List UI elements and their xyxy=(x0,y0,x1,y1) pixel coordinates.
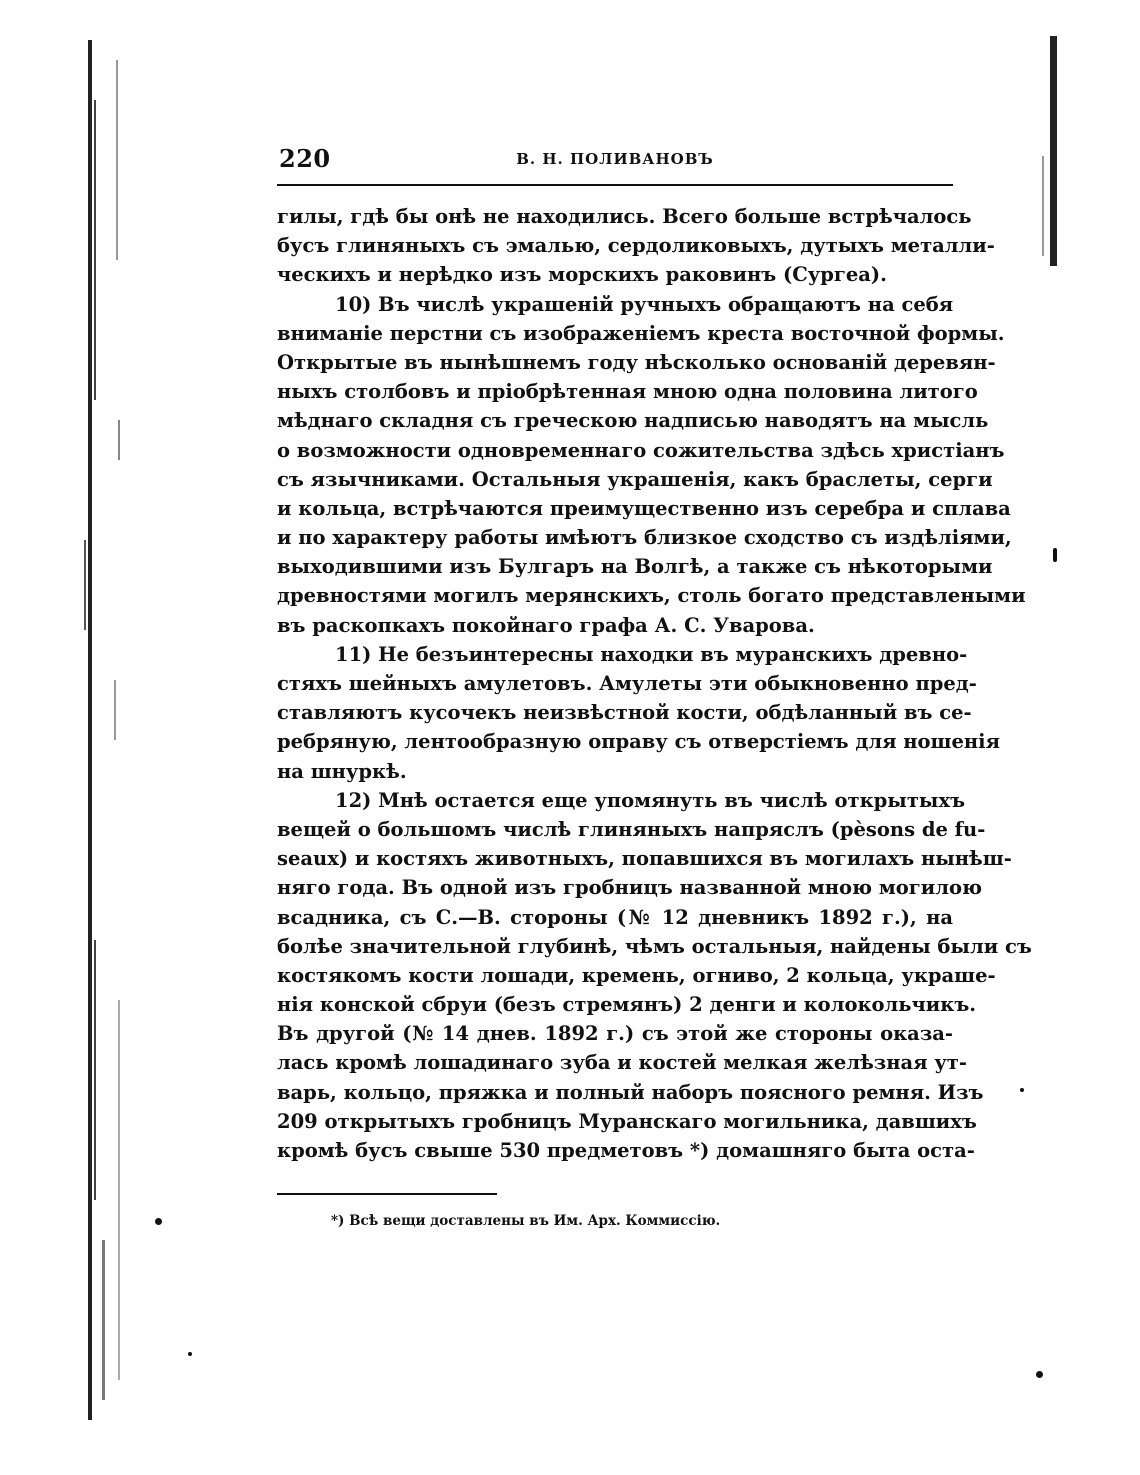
text-line: варь, кольцо, пряжка и полный наборъ поясного ремня. Изъ xyxy=(277,1080,984,1104)
text-line: лась кромѣ лошадинаго зуба и костей мелкая желѣзная ут- xyxy=(277,1051,967,1075)
scan-binding-edge-right xyxy=(1040,36,1062,286)
text-line: вещей о большомъ числѣ глиняныхъ напряслъ (pèsons de fu- xyxy=(277,817,986,841)
text-line: древностями могилъ мерянскихъ, столь богато представлеными xyxy=(277,584,1026,608)
text-line: гилы, гдѣ бы онѣ не находились. Всего больше встрѣчалось xyxy=(277,205,972,228)
text-line: вниманіе перстни съ изображеніемъ креста восточной формы. xyxy=(277,321,1005,345)
text-line: и по характеру работы имѣютъ близкое сходство съ издѣліями, xyxy=(277,526,1012,550)
running-head: В. Н. ПОЛИВАНОВЪ xyxy=(516,150,714,168)
page-number: 220 xyxy=(279,144,331,173)
text-line: ребряную, лентообразную оправу съ отверстіемъ для ношенія xyxy=(277,730,1000,754)
text-line: 12) Мнѣ остается еще упомянуть въ числѣ открытыхъ xyxy=(335,788,966,812)
text-line: Въ другой (№ 14 днев. 1892 г.) съ этой же стороны оказа- xyxy=(277,1022,953,1046)
text-line: выходившими изъ Булгаръ на Волгѣ, а также съ нѣкоторыми xyxy=(277,555,993,579)
scan-binding-edge-left xyxy=(78,40,126,1420)
body-text xyxy=(277,202,1032,1165)
text-line: костякомъ кости лошади, кремень, огниво, 2 кольца, украше- xyxy=(277,963,996,987)
text-line: 209 открытыхъ гробницъ Муранскаго могильника, давшихъ xyxy=(277,1109,977,1133)
text-line: въ раскопкахъ покойнаго графа А. С. Уварова. xyxy=(277,613,815,637)
text-line: Открытые въ нынѣшнемъ году нѣсколько основаній деревян- xyxy=(277,350,996,374)
text-line: съ язычниками. Остальныя украшенія, какъ браслеты, серги xyxy=(277,467,993,491)
text-line: ставляютъ кусочекъ неизвѣстной кости, обдѣланный въ се- xyxy=(277,701,972,725)
book-page xyxy=(277,140,1032,1230)
scan-speck xyxy=(1053,548,1057,562)
text-line: 11) Не безъинтересны находки въ муранскихъ древно- xyxy=(335,642,968,666)
footnote: *) Всѣ вещи доставлены въ Им. Арх. Коммиссію. xyxy=(331,1213,721,1230)
text-line: бусъ глиняныхъ съ эмалью, сердоликовыхъ, дутыхъ металли- xyxy=(277,234,995,258)
page-header xyxy=(277,140,953,186)
text-line: на шнуркѣ. xyxy=(277,759,407,783)
text-line: ческихъ и нерѣдко изъ морскихъ раковинъ (Сургеа). xyxy=(277,263,887,287)
text-line: мѣднаго складня съ греческою надписью наводятъ на мысль xyxy=(277,409,989,433)
text-line: seaux) и костяхъ животныхъ, попавшихся въ могилахъ нынѣш- xyxy=(277,847,1012,871)
scan-speck xyxy=(188,1352,192,1356)
footnote-rule xyxy=(277,1193,497,1195)
text-line: о возможности одновременнаго сожительства здѣсь христіанъ xyxy=(277,438,1005,462)
text-line: ныхъ столбовъ и пріобрѣтенная мною одна половина литого xyxy=(277,380,978,404)
text-line: стяхъ шейныхъ амулетовъ. Амулеты эти обыкновенно пред- xyxy=(277,672,977,695)
text-line: всадника, съ С.—В. стороны (№ 12 дневникъ 1892 г.), на xyxy=(277,905,953,929)
text-line: няго года. Въ одной изъ гробницъ названной мною могилою xyxy=(277,876,982,900)
text-line: болѣе значительной глубинѣ, чѣмъ остальныя, найдены были съ xyxy=(277,934,1032,958)
text-line: и кольца, встрѣчаются преимущественно изъ серебра и сплава xyxy=(277,496,1011,520)
text-line: кромѣ бусъ свыше 530 предметовъ *) домашняго быта оста- xyxy=(277,1139,975,1162)
scan-speck xyxy=(155,1218,162,1225)
text-line: нія конской сбруи (безъ стремянъ) 2 денги и колокольчикъ. xyxy=(277,993,977,1017)
scan-speck xyxy=(1020,1088,1024,1092)
text-line: 10) Въ числѣ украшеній ручныхъ обращаютъ на себя xyxy=(335,292,954,316)
scan-speck xyxy=(1036,1371,1043,1378)
